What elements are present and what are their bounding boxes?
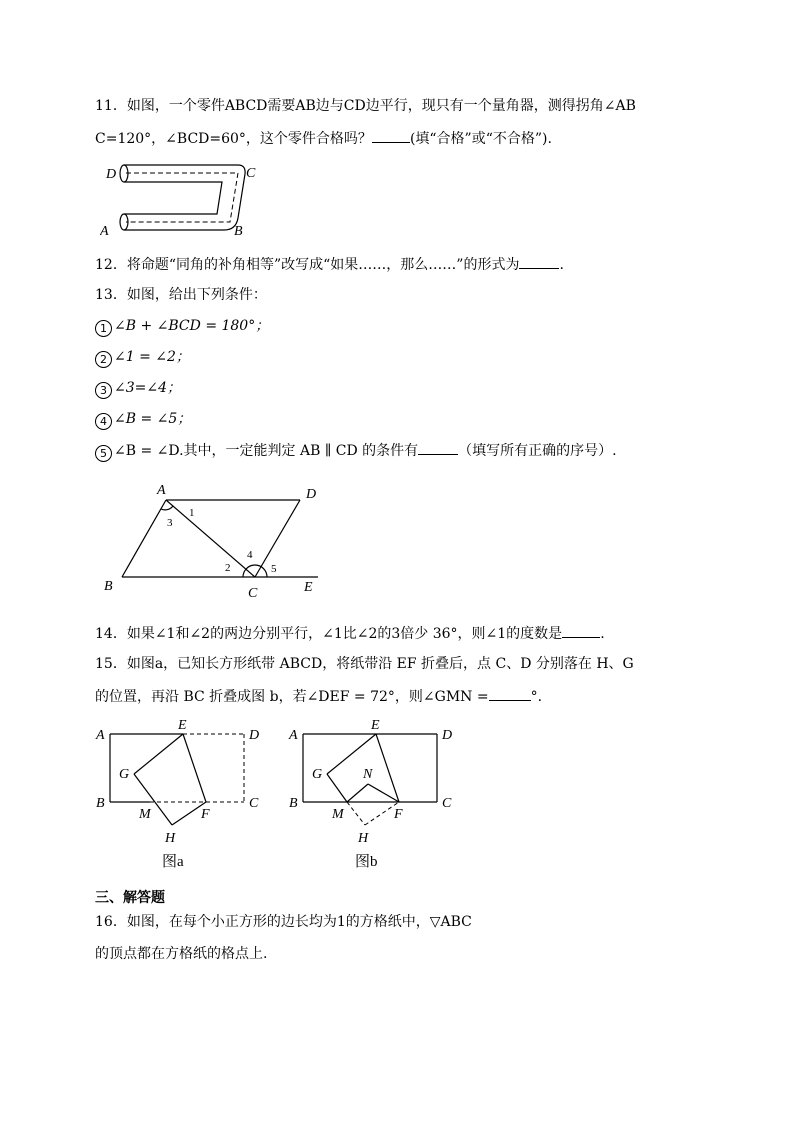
q13-option-2 <box>95 347 190 368</box>
pipe-inner-edge <box>124 182 222 214</box>
q13-option-3 <box>95 378 181 399</box>
option-text-5: ∠B = ∠D.其中，一定能判定 AB ∥ CD 的条件有 <box>114 443 419 459</box>
fig11-label-D: D <box>106 167 117 182</box>
fig13-label-D: D <box>306 487 317 502</box>
q13-option-1 <box>95 316 269 337</box>
fig11-label-B: B <box>234 224 243 239</box>
figa-label-E: E <box>178 718 187 733</box>
fig13-label-C: C <box>248 586 258 601</box>
q15-text-b: °. <box>530 689 543 705</box>
figa-label-D: D <box>249 728 260 743</box>
q11-answer-blank[interactable] <box>372 128 410 143</box>
q13-option-4 <box>95 409 191 430</box>
q15-text-a: 的位置，再沿 BC 折叠成图 b，若∠DEF = 72°，则∠GMN = <box>95 689 489 705</box>
q15-line1: 15．如图a，已知长方形纸带 ABCD，将纸带沿 EF 折叠后，点 C、D 分别落在 H、G <box>95 656 634 672</box>
figure-q15-a <box>92 714 272 874</box>
figb-label-D: D <box>442 728 453 743</box>
option-number-3: 3 <box>95 382 112 399</box>
edge-GM <box>327 774 347 802</box>
figa-label-A: A <box>96 728 105 743</box>
q11-line1: 11．如图，一个零件ABCD需要AB边与CD边平行，现只有一个量角器，测得拐角∠AB <box>95 98 636 114</box>
figb-label-C: C <box>442 796 452 811</box>
pipe-centerline <box>126 173 238 222</box>
fig11-label-A: A <box>100 224 109 239</box>
fig13-angle-5: 5 <box>271 563 277 575</box>
figa-label-F: F <box>201 807 210 822</box>
option-text-1: ∠B + ∠BCD = 180°； <box>114 318 270 334</box>
q14-answer-blank[interactable] <box>562 623 600 638</box>
figa-caption: 图a <box>162 854 184 870</box>
figb-label-G: G <box>312 767 323 782</box>
q15-answer-blank[interactable] <box>489 686 531 701</box>
fig13-label-E: E <box>304 580 313 595</box>
fold-EF <box>183 734 206 802</box>
section-title: 三、解答题 <box>95 890 165 906</box>
option-number-1: 1 <box>95 320 112 337</box>
q13-tail: （填写所有正确的序号）. <box>458 443 617 459</box>
figure-q13-parallelogram <box>100 478 330 602</box>
pipe-outer-edge <box>124 165 245 230</box>
figb-label-B: B <box>289 796 298 811</box>
fig13-label-A: A <box>157 483 166 498</box>
q13-answer-blank[interactable] <box>418 440 458 455</box>
fig13-angle-3: 3 <box>167 517 173 529</box>
q14-text-a: 14．如果∠1和∠2的两边分别平行，∠1比∠2的3倍少 36°，则∠1的度数是 <box>95 626 563 642</box>
edge-EG <box>134 734 183 774</box>
edge-MN <box>347 784 368 802</box>
fig13-angle-1: 1 <box>189 507 195 519</box>
figa-label-H: H <box>165 831 176 846</box>
q15-line2 <box>95 686 542 707</box>
q13-intro: 13．如图，给出下列条件： <box>95 287 267 303</box>
q11-text-b: (填“合格”或“不合格”). <box>409 131 552 147</box>
figb-caption: 图b <box>355 854 378 870</box>
segment-CD <box>255 500 300 577</box>
figb-label-N: N <box>363 767 373 782</box>
q16-line1: 16．如图，在每个小正方形的边长均为1的方格纸中，▽ABC <box>95 914 472 930</box>
q11-text-a: C=120°，∠BCD=60°，这个零件合格吗？ <box>95 131 372 147</box>
angle-arc-C <box>243 565 267 577</box>
q12-text-b: . <box>559 257 564 273</box>
fig13-angle-4: 4 <box>247 549 253 561</box>
q16-line2: 的顶点都在方格纸的格点上. <box>95 946 268 962</box>
figure-q15-b <box>285 714 465 874</box>
fig11-label-C: C <box>246 166 256 181</box>
fold-EF <box>376 734 399 802</box>
dashed-MH <box>347 802 365 825</box>
figa-label-G: G <box>119 767 130 782</box>
q13-option-5 <box>95 440 617 462</box>
q11-line2 <box>95 128 552 149</box>
q14-text-b: . <box>600 626 605 642</box>
figb-label-A: A <box>289 728 298 743</box>
figb-label-H: H <box>358 831 369 846</box>
option-text-3: ∠3=∠4； <box>114 380 182 396</box>
q12-text-a: 12．将命题“同角的补角相等”改写成“如果……，那么……”的形式为 <box>95 257 520 273</box>
fig13-angle-2: 2 <box>225 562 231 574</box>
figa-label-B: B <box>96 796 105 811</box>
option-number-5: 5 <box>95 445 112 462</box>
figb-label-M: M <box>332 807 344 822</box>
figure-q11-part <box>100 160 270 240</box>
segment-AC <box>166 500 255 577</box>
option-number-2: 2 <box>95 351 112 368</box>
figa-label-C: C <box>249 796 259 811</box>
option-text-2: ∠1 = ∠2； <box>114 349 190 365</box>
figa-label-M: M <box>139 807 151 822</box>
segment-AB <box>122 500 166 577</box>
fig13-label-B: B <box>104 579 113 594</box>
q12-line <box>95 254 564 275</box>
figb-label-F: F <box>394 807 403 822</box>
q14-line <box>95 623 605 644</box>
figb-label-E: E <box>371 718 380 733</box>
option-number-4: 4 <box>95 413 112 430</box>
option-text-4: ∠B = ∠5； <box>114 411 192 427</box>
q12-answer-blank[interactable] <box>519 254 559 269</box>
